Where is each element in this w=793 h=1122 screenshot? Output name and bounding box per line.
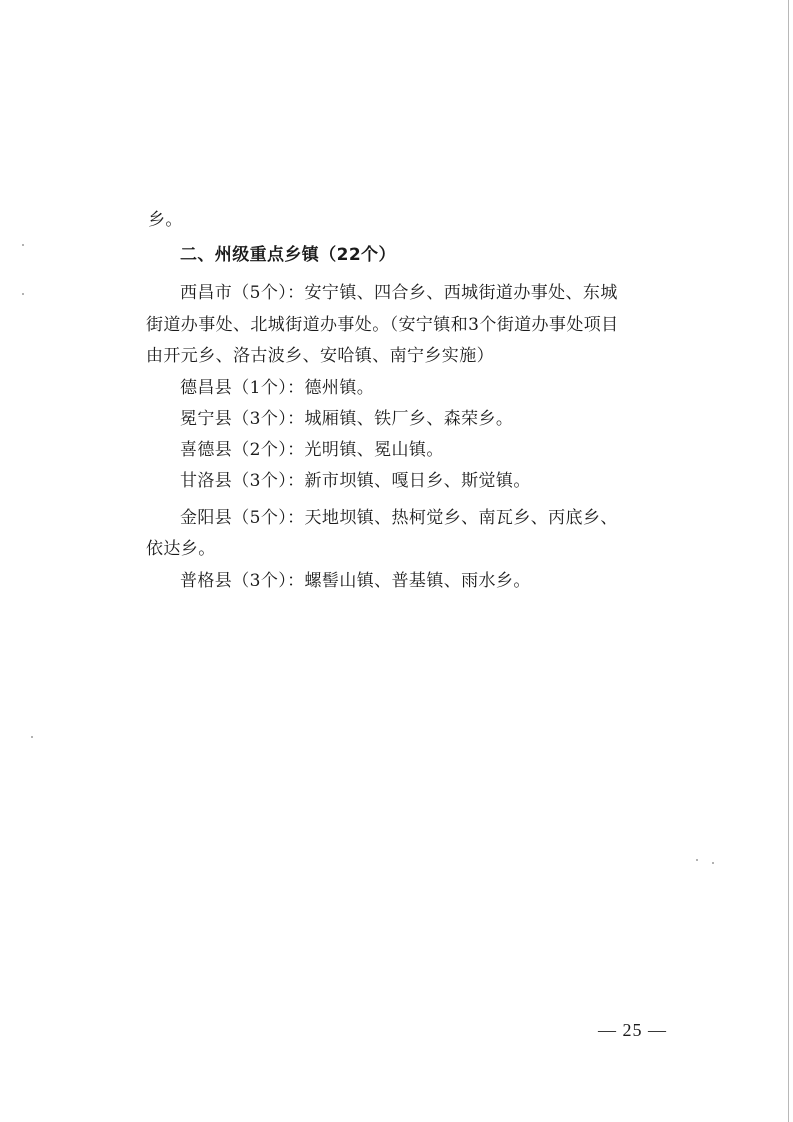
scan-speck — [712, 862, 714, 864]
text-line-jinyang-cont: 依达乡。 — [146, 539, 216, 559]
text-line-mianning: 冕宁县（3个）：城厢镇、铁厂乡、森荣乡。 — [180, 409, 514, 429]
text-line-puge: 普格县（3个）：螺髻山镇、普基镇、雨水乡。 — [180, 571, 531, 591]
text-line-xichang-cont-2: 由开元乡、洛古波乡、安哈镇、南宁乡实施） — [146, 346, 494, 366]
scan-speck — [31, 736, 33, 738]
section-heading: 二、州级重点乡镇（22个） — [180, 245, 396, 265]
text-line-dechang: 德昌县（1个）：德州镇。 — [180, 378, 375, 398]
text-line-xide: 喜德县（2个）：光明镇、冕山镇。 — [180, 440, 444, 460]
scan-speck — [22, 244, 24, 246]
text-line-ganluo: 甘洛县（3个）：新市坝镇、嘎日乡、斯觉镇。 — [180, 471, 531, 491]
text-line-jinyang: 金阳县（5个）：天地坝镇、热柯觉乡、南瓦乡、丙底乡、 — [180, 508, 618, 528]
page-edge-line — [788, 0, 789, 1122]
page-number: — 25 — — [598, 1020, 667, 1040]
scan-speck — [696, 859, 698, 861]
text-line-xichang: 西昌市（5个）：安宁镇、四合乡、西城街道办事处、东城 — [180, 283, 618, 303]
scan-speck — [22, 293, 24, 295]
text-line-continuation: 乡。 — [148, 210, 183, 230]
text-line-xichang-cont-1: 街道办事处、北城街道办事处。（安宁镇和3个街道办事处项目 — [146, 315, 619, 335]
